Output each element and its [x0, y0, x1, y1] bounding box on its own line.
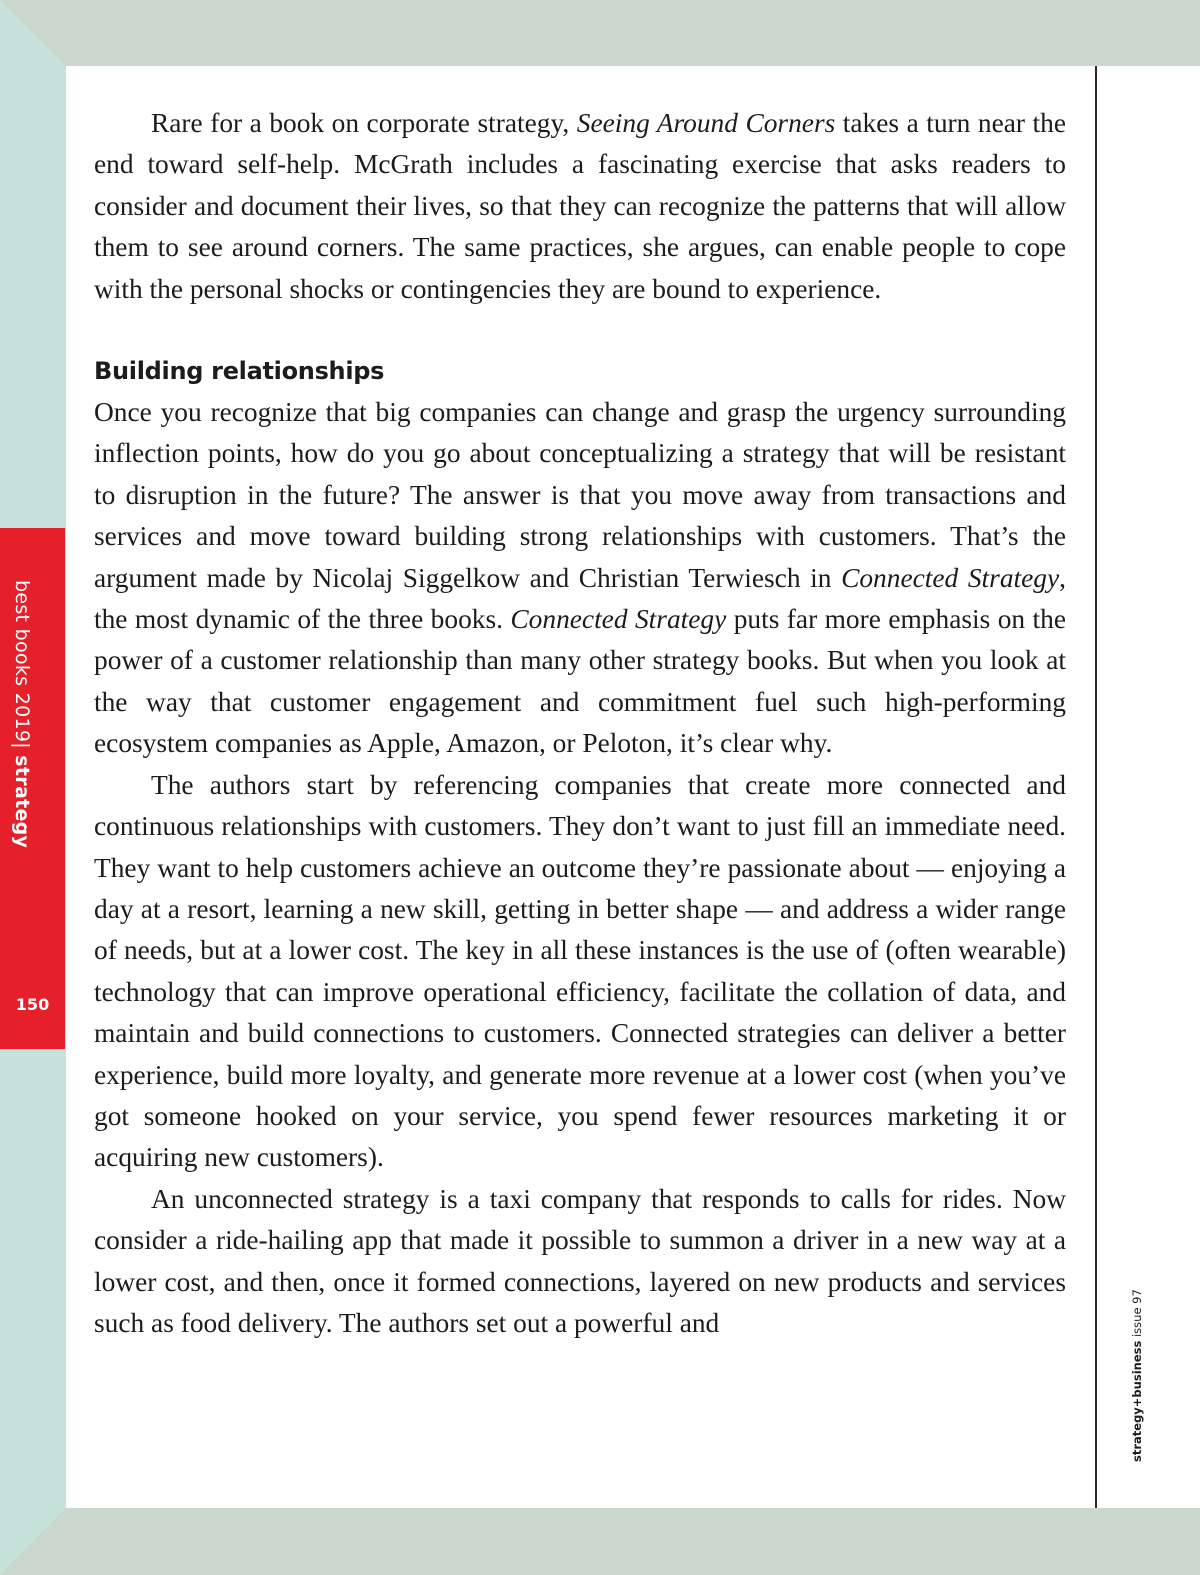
book-title-connected-strategy-2: Connected Strategy	[510, 604, 727, 635]
paragraph-2	[94, 392, 1066, 765]
article-body	[94, 103, 1066, 1344]
para2-middle: , the most dynamic of the three books.	[94, 562, 1066, 635]
section-heading: Building relationships	[94, 357, 385, 386]
running-footer	[1130, 1289, 1144, 1462]
paragraph-3: The authors start by referencing companies that create more connected and continuous relationships with customers. They don’t want to just fill an immediate need. They want to help customers achieve an outcome they’re passionate about — enjoying a day at a resort, learning a new skill, getting in better shape — and address a wider range of needs, but at a lower cost. The key in all these instances is the use of (often wearable) technology that can improve operational efficiency, facilitate the collation of data, and maintain and build connections to customers. Connected strategies can deliver a better experience, build more loyalty, and generate more revenue at a lower cost (when you’ve got someone hooked on your service, you spend fewer resources marketing it or acquiring new customers).	[94, 769, 1066, 1173]
para2-lead: Once you recognize that big companies can change and grasp the urgency surrounding inflection points, how do you go about conceptualizing a strategy that will be resistant to disruption in the future? The answer is that you move away from transactions and services and move toward building strong relationships with customers. That’s the argument made by Nicolaj Siggelkow and Christian Terwiesch in	[94, 397, 1066, 593]
tab-label-prefix: best books 2019	[11, 580, 33, 743]
para1-rest: takes a turn near the end toward self-help. McGrath includes a fascinating exercise that asks readers to consider and document their lives, so that they can recognize the patterns that will allow them to see around corners. The same practices, she argues, can enable people to cope with the personal shocks or contingencies they are bound to experience.	[94, 108, 1066, 304]
footer-issue: issue 97	[1130, 1289, 1144, 1338]
book-title-connected-strategy: Connected Strategy	[841, 562, 1060, 593]
paragraph-4: An unconnected strategy is a taxi company that responds to calls for rides. Now consider a ride-hailing app that made it possible to summon a driver in a new way at a lower cost, and then, once it formed connections, layered on new products and services such as food delivery. The authors set out a powerful and	[94, 1183, 1066, 1338]
para2-rest: puts far more emphasis on the power of a customer relationship than many other strategy books. But when you look at the way that customer engagement and commitment fuel such high-performing ecosystem companies as Apple, Amazon, or Peloton, it’s clear why.	[94, 604, 1067, 759]
tab-label-section: strategy	[11, 755, 33, 849]
tab-label-separator: |	[11, 742, 33, 749]
section-spacer	[94, 310, 1066, 352]
para1-lead: Rare for a book on corporate strategy,	[151, 108, 577, 138]
section-tab-label	[11, 580, 33, 848]
right-margin-rule	[1095, 66, 1097, 1508]
page-number: 150	[15, 995, 50, 1014]
footer-brand: strategy+business	[1130, 1340, 1144, 1462]
paragraph-1	[94, 103, 1066, 310]
book-title-seeing-around-corners: Seeing Around Corners	[576, 108, 836, 138]
